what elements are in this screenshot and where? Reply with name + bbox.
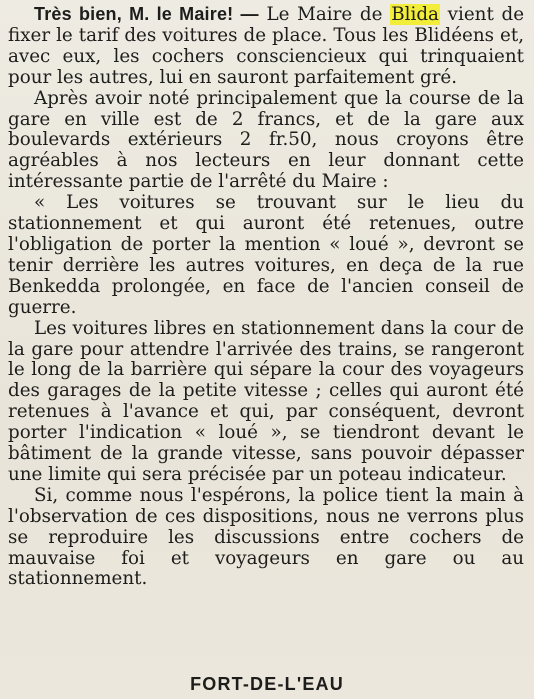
next-section-title: FORT-DE-L'EAU [190, 674, 344, 694]
article-headline: Très bien, M. le Maire! — [34, 4, 259, 24]
article-body [8, 4, 524, 590]
lead-text-start: Le Maire de [266, 4, 383, 25]
article-paragraph-5: Si, comme nous l'espérons, la police tient la main à l'observation de ces dispositions, nous ne verrons plus se reproduire les discussions entre cochers de mauvaise foi et voyageurs en gare ou au stationnement. [8, 484, 524, 590]
article-paragraph-1 [8, 4, 524, 89]
article-paragraph-2: Après avoir noté principalement que la course de la gare en ville est de 2 francs, et de la gare aux boulevards extérieurs 2 fr.50, nous croyons être agréables à nos lecteurs en leur donnant cette intéressante partie de l'arrêté du Maire : [8, 87, 524, 193]
lead-text-rest: vient de fixer le tarif des voitures de place. Tous les Blidéens et, avec eux, les cochers consciencieux qui trinquaient pour les autres, lui en sauront parfaitement gré. [8, 4, 525, 88]
article-paragraph-3: « Les voitures se trouvant sur le lieu du stationnement et qui auront été retenues, outre l'obligation de porter la mention « loué », devront se tenir derrière les autres voitures, en deça de la rue Benkedda prolongée, en face de l'ancien conseil de guerre. [8, 192, 524, 318]
search-highlight: Blida [391, 4, 439, 25]
article-paragraph-4: Les voitures libres en stationnement dans la cour de la gare pour attendre l'arrivée des trains, se rangeront le long de la barrière qui sépare la cour des voyageurs des garages de la petite vitesse ; celles qui auront été retenues à l'avance et qui, par conséquent, devront porter l'indication « loué », se tiendront devant le bâtiment de la grande vitesse, sans pouvoir dépasser une limite qui sera précisée par un poteau indicateur. [8, 317, 524, 485]
